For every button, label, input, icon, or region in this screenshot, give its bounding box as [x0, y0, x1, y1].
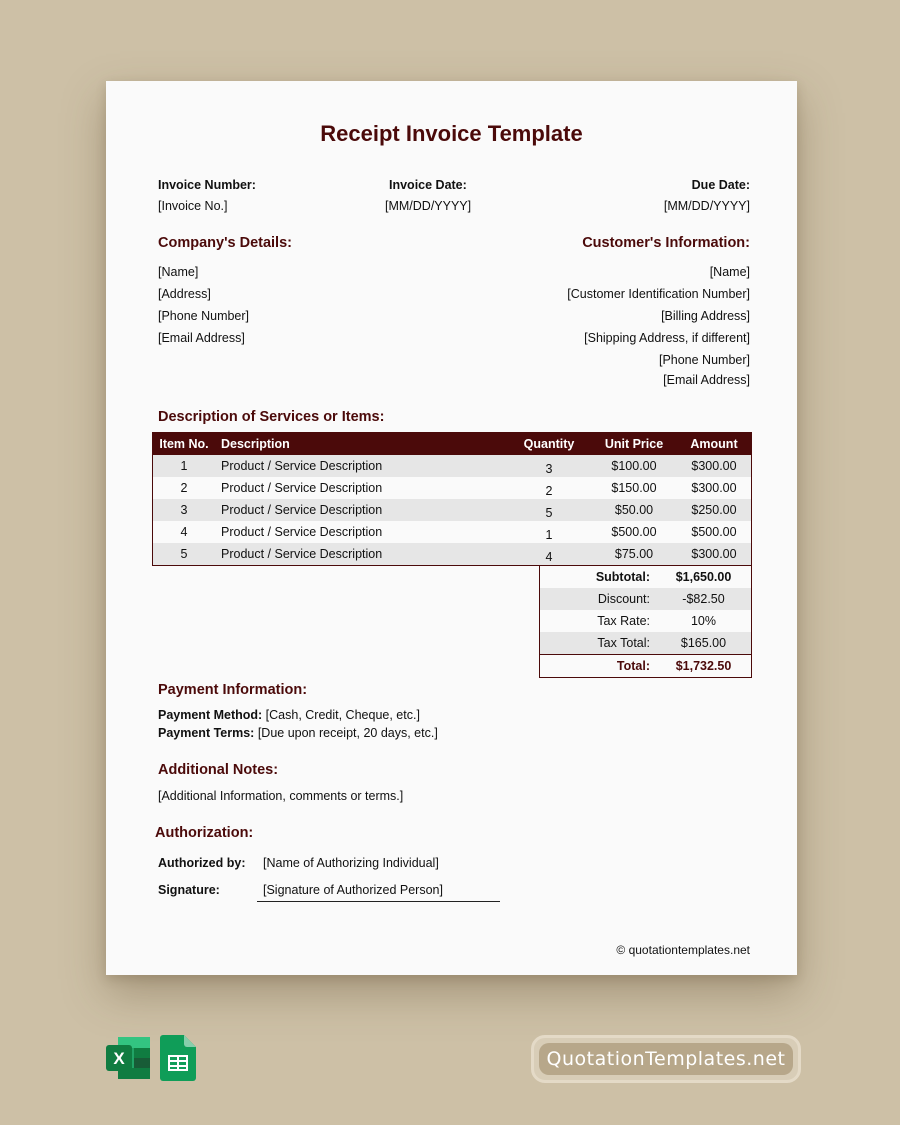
payment-method-value: [Cash, Credit, Cheque, etc.]	[265, 708, 420, 722]
col-amount: Amount	[677, 433, 752, 456]
items-header-row	[153, 433, 752, 456]
quantity-value: 1	[545, 528, 553, 542]
customer-phone: [Phone Number]	[658, 353, 750, 367]
customer-heading: Customer's Information:	[582, 235, 750, 251]
cell-amount: $300.00	[677, 455, 752, 477]
totals-table	[539, 566, 752, 678]
customer-email: [Email Address]	[663, 373, 750, 387]
signature-value: [Signature of Authorized Person]	[263, 883, 443, 897]
total-row	[540, 655, 752, 678]
tax-total-row	[540, 632, 752, 655]
cell-description: Product / Service Description	[215, 499, 507, 521]
due-date-label: Due Date:	[691, 178, 750, 192]
col-description: Description	[215, 433, 507, 456]
col-unit-price: Unit Price	[591, 433, 677, 456]
discount-label: Discount:	[540, 588, 657, 610]
subtotal-value: $1,650.00	[675, 570, 732, 584]
notes-text: [Additional Information, comments or terms.]	[158, 789, 404, 803]
cell-description: Product / Service Description	[215, 455, 507, 477]
brand-badge-label: QuotationTemplates.net	[539, 1043, 793, 1075]
customer-billing: [Billing Address]	[661, 309, 750, 323]
items-heading: Description of Services or Items:	[158, 409, 385, 425]
cell-amount: $300.00	[677, 543, 752, 566]
company-heading: Company's Details:	[158, 235, 292, 251]
col-item-no: Item No.	[153, 433, 216, 456]
discount-row	[540, 588, 752, 610]
cell-item-no: 1	[153, 455, 216, 477]
copyright-text: © quotationtemplates.net	[616, 943, 750, 957]
col-quantity: Quantity	[507, 433, 591, 456]
signature-label: Signature:	[158, 883, 220, 897]
cell-description: Product / Service Description	[215, 521, 507, 543]
customer-shipping: [Shipping Address, if different]	[584, 331, 750, 345]
page-title: Receipt Invoice Template	[320, 121, 583, 146]
subtotal-label: Subtotal:	[595, 570, 650, 584]
cell-description: Product / Service Description	[215, 543, 507, 566]
cell-amount: $300.00	[677, 477, 752, 499]
cell-quantity	[507, 521, 591, 543]
cell-item-no: 2	[153, 477, 216, 499]
cell-item-no: 3	[153, 499, 216, 521]
cell-unit-price: $500.00	[591, 521, 677, 543]
total-value: $1,732.50	[656, 655, 752, 678]
invoice-page	[106, 81, 797, 975]
cell-item-no: 4	[153, 521, 216, 543]
quantity-value: 4	[545, 550, 553, 564]
payment-terms-value: [Due upon receipt, 20 days, etc.]	[257, 726, 438, 740]
payment-heading: Payment Information:	[158, 682, 308, 698]
customer-name: [Name]	[709, 265, 750, 279]
payment-method-label: Payment Method:	[158, 708, 263, 722]
table-row	[153, 543, 752, 566]
authorized-by-label: Authorized by:	[158, 856, 246, 870]
invoice-date-label: Invoice Date:	[389, 178, 467, 192]
cell-description: Product / Service Description	[215, 477, 507, 499]
brand-badge[interactable]	[531, 1035, 801, 1083]
quantity-value: 5	[545, 506, 553, 520]
tax-total-value: $165.00	[656, 632, 752, 655]
tax-rate-label: Tax Rate:	[597, 614, 650, 628]
customer-id: [Customer Identification Number]	[567, 287, 750, 301]
cell-item-no: 5	[153, 543, 216, 566]
signature-line	[257, 901, 500, 902]
cell-quantity	[507, 477, 591, 499]
table-row	[153, 455, 752, 477]
company-name: [Name]	[158, 265, 199, 279]
total-label: Total:	[540, 655, 657, 678]
payment-terms	[158, 726, 438, 740]
company-email: [Email Address]	[158, 331, 245, 345]
cell-amount: $500.00	[677, 521, 752, 543]
table-row	[153, 499, 752, 521]
invoice-date-value: [MM/DD/YYYY]	[385, 199, 472, 213]
cell-unit-price: $75.00	[591, 543, 677, 566]
tax-rate-row	[540, 610, 752, 632]
payment-terms-label: Payment Terms:	[158, 726, 255, 740]
cell-unit-price: $50.00	[591, 499, 677, 521]
subtotal-row	[540, 566, 752, 588]
due-date-value: [MM/DD/YYYY]	[663, 199, 750, 213]
svg-text:X: X	[113, 1049, 125, 1068]
table-row	[153, 521, 752, 543]
table-row	[153, 477, 752, 499]
discount-value: -$82.50	[656, 588, 752, 610]
authorized-by-value: [Name of Authorizing Individual]	[263, 856, 439, 870]
authorization-heading: Authorization:	[155, 825, 254, 841]
items-table	[152, 432, 752, 566]
excel-icon	[106, 1035, 152, 1081]
notes-heading: Additional Notes:	[158, 762, 279, 778]
cell-quantity	[507, 543, 591, 566]
company-phone: [Phone Number]	[158, 309, 250, 323]
cell-amount: $250.00	[677, 499, 752, 521]
cell-quantity	[507, 455, 591, 477]
payment-method	[158, 708, 420, 722]
company-address: [Address]	[158, 287, 211, 301]
invoice-number-value: [Invoice No.]	[158, 199, 228, 213]
invoice-number-label: Invoice Number:	[158, 178, 256, 192]
quantity-value: 2	[545, 484, 553, 498]
cell-unit-price: $150.00	[591, 477, 677, 499]
tax-rate-value: 10%	[690, 614, 717, 628]
google-sheets-icon	[160, 1035, 196, 1081]
cell-quantity	[507, 499, 591, 521]
cell-unit-price: $100.00	[591, 455, 677, 477]
quantity-value: 3	[545, 462, 553, 476]
tax-total-label: Tax Total:	[540, 632, 657, 655]
